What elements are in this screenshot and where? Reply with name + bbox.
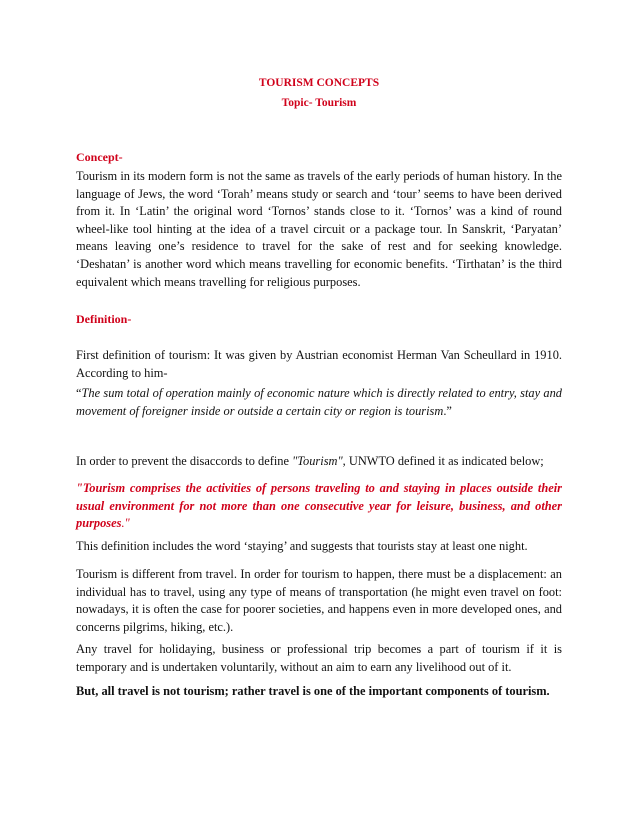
conclusion-paragraph: But, all travel is not tourism; rather travel is one of the important components of tourism.	[76, 684, 550, 698]
document-title: TOURISM CONCEPTS	[258, 77, 380, 89]
quote-text: The sum total of operation mainly of economic nature which is directly related to entry, stay and movement of foreigner inside or outside a certain city or region is tourism	[76, 386, 562, 418]
staying-paragraph: This definition includes the word ‘staying’ and suggests that tourists stay at least one night.	[76, 539, 528, 553]
unwto-definition	[76, 480, 562, 533]
travel-paragraph: Tourism is different from travel. In order for tourism to happen, there must be a displacement: an individual has to travel, using any type of means of transportation (he might even travel on foot: nowadays, it is often the case for poorer societies, and happens even in more developed ones, and concerns pilgrims, hiking, etc.).	[76, 567, 562, 634]
unwto-term: "Tourism"	[292, 454, 343, 468]
concept-paragraph: Tourism in its modern form is not the same as travels of the early periods of human history. In the language of Jews, the word ‘Torah’ means study or search and ‘tour’ seems to have been derived from it. In ‘Latin’ the original word ‘Tornos’ stands close to it. ‘Tornos’ was a kind of round wheel-like tool hinting at the idea of a travel circuit or a package tour. In Sanskrit, ‘Paryatan’ means leaving one’s residence to travel for the sake of rest and for seeking knowledge. ‘Deshatan’ is another word which means travelling for economic benefits. ‘Tirthatan’ is the third equivalent which means travelling for religious purposes.	[76, 169, 562, 289]
first-definition-paragraph: First definition of tourism: It was given by Austrian economist Herman Van Scheullard in 1910. According to him-	[76, 348, 562, 380]
definition-heading: Definition-	[76, 312, 132, 326]
document-subtitle: Topic- Tourism	[281, 97, 357, 109]
unwto-intro-after: , UNWTO defined it as indicated below;	[342, 454, 544, 468]
unwto-intro-before: In order to prevent the disaccords to define	[76, 454, 293, 468]
quote-close-mark: .”	[443, 403, 452, 418]
holiday-paragraph: Any travel for holidaying, business or professional trip becomes a part of tourism if it is temporary and is undertaken voluntarily, without an aim to earn any livelihood out of it.	[76, 642, 562, 674]
quote-open-mark: “	[76, 386, 82, 400]
unwto-definition-text: "Tourism comprises the activities of persons traveling to and staying in places outside their usual environment for not more than one consecutive year for leisure, business, and other purposes	[76, 481, 562, 531]
scheullard-quote	[76, 385, 562, 420]
unwto-definition-end: ."	[121, 516, 130, 531]
unwto-intro-paragraph	[76, 453, 562, 471]
concept-heading: Concept-	[76, 150, 123, 164]
